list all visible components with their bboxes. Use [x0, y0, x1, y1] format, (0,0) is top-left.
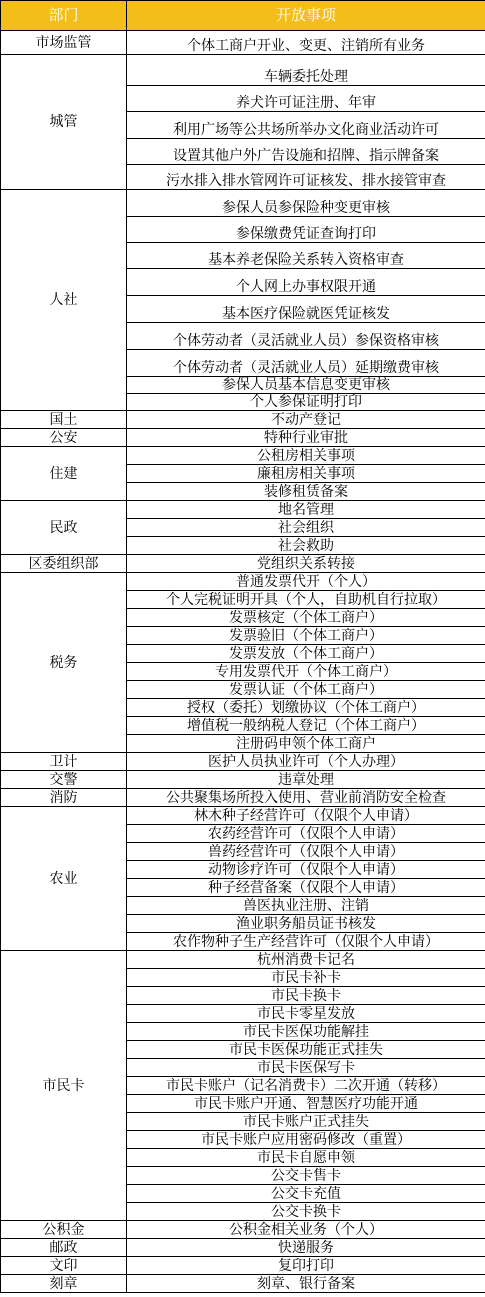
service-item-cell	[127, 933, 485, 951]
service-item-cell	[127, 296, 485, 323]
service-item-text: 市民卡医保功能正式挂失	[229, 1042, 383, 1058]
service-item-text: 发票核定（个体工商户）	[229, 610, 383, 626]
service-item-text: 设置其他户外广告设施和招牌、指示牌备案	[173, 148, 439, 164]
service-item-cell	[127, 807, 485, 825]
service-item-text: 市民卡零星发放	[257, 1006, 355, 1022]
service-item-text: 市民卡账户正式挂失	[243, 1114, 369, 1130]
service-item-cell	[127, 1023, 485, 1041]
table-row	[1, 1257, 485, 1275]
service-item-text: 个人完税证明开具（个人，自助机自行拉取）	[166, 592, 446, 608]
service-item-cell	[127, 915, 485, 933]
table-row	[1, 789, 485, 807]
table-row	[1, 951, 485, 969]
service-item-cell	[127, 350, 485, 377]
service-item-text: 普通发票代开（个人）	[236, 574, 376, 590]
service-item-cell	[127, 465, 485, 483]
service-item-text: 社会救助	[278, 538, 334, 554]
table-row	[1, 31, 485, 55]
service-item-cell	[127, 627, 485, 645]
table-row	[1, 429, 485, 447]
service-item-text: 公交卡换卡	[271, 1204, 341, 1220]
service-item-text: 市民卡换卡	[271, 988, 341, 1004]
service-item-text: 装修租赁备案	[264, 484, 348, 500]
service-item-cell	[127, 429, 485, 447]
service-item-cell	[127, 1185, 485, 1203]
service-item-text: 地名管理	[278, 502, 334, 518]
service-item-text: 农作物种子生产经营许可（仅限个人申请）	[173, 934, 439, 950]
service-item-text: 医护人员执业许可（个人办理）	[208, 754, 404, 770]
service-item-cell	[127, 537, 485, 555]
service-item-cell	[127, 323, 485, 350]
department-cell: 民政	[1, 501, 127, 555]
department-cell: 卫计	[1, 753, 127, 771]
service-item-cell	[127, 1221, 485, 1239]
service-item-cell	[127, 573, 485, 591]
department-cell: 交警	[1, 771, 127, 789]
service-item-text: 污水排入排水管网许可证核发、排水接管审查	[166, 173, 446, 189]
service-item-cell	[127, 1041, 485, 1059]
service-item-cell	[127, 112, 485, 139]
department-cell: 邮政	[1, 1239, 127, 1257]
service-item-text: 个体劳动者（灵活就业人员）参保资格审核	[173, 333, 439, 349]
service-item-text: 个体劳动者（灵活就业人员）延期缴费审核	[173, 360, 439, 376]
service-item-cell	[127, 519, 485, 537]
service-item-text: 农药经营许可（仅限个人申请）	[208, 826, 404, 842]
service-item-text: 种子经营备案（仅限个人申请）	[208, 880, 404, 896]
service-item-cell	[127, 591, 485, 609]
department-cell: 区委组织部	[1, 555, 127, 573]
service-item-cell	[127, 681, 485, 699]
service-item-text: 刻章、银行备案	[257, 1276, 355, 1292]
department-cell: 住建	[1, 447, 127, 501]
service-item-text: 参保人员参保险种变更审核	[222, 200, 390, 216]
service-item-text: 市民卡补卡	[271, 970, 341, 986]
department-cell: 刻章	[1, 1275, 127, 1293]
service-item-text: 复印打印	[278, 1258, 334, 1274]
service-item-cell	[127, 645, 485, 663]
service-item-text: 授权（委托）划缴协议（个体工商户）	[187, 700, 425, 716]
service-item-text: 林木种子经营许可（仅限个人申请）	[194, 808, 418, 824]
table-row	[1, 1239, 485, 1257]
service-item-cell	[127, 501, 485, 519]
department-cell: 市场监管	[1, 31, 127, 55]
table-row	[1, 807, 485, 825]
service-item-cell	[127, 377, 485, 394]
service-item-text: 兽医执业注册、注销	[243, 898, 369, 914]
service-item-cell	[127, 879, 485, 897]
service-item-text: 注册码申领个体工商户	[236, 736, 376, 752]
service-item-cell	[127, 753, 485, 771]
service-item-cell	[127, 843, 485, 861]
department-cell: 税务	[1, 573, 127, 753]
service-item-cell	[127, 861, 485, 879]
service-item-cell	[127, 1059, 485, 1077]
service-item-cell	[127, 771, 485, 789]
service-item-text: 公交卡充值	[271, 1186, 341, 1202]
service-item-text: 公积金相关业务（个人）	[229, 1222, 383, 1238]
service-item-cell	[127, 31, 485, 55]
service-item-text: 个人网上办事权限开通	[236, 279, 376, 295]
service-item-text: 发票验旧（个体工商户）	[229, 628, 383, 644]
service-item-cell	[127, 1275, 485, 1293]
service-item-cell	[127, 1149, 485, 1167]
service-item-text: 养犬许可证注册、年审	[236, 95, 376, 111]
service-item-cell	[127, 1005, 485, 1023]
service-item-cell	[127, 1239, 485, 1257]
table-row	[1, 555, 485, 573]
service-item-text: 市民卡医保功能解挂	[243, 1024, 369, 1040]
table-row	[1, 411, 485, 429]
service-item-text: 动物诊疗许可（仅限个人申请）	[208, 862, 404, 878]
service-item-cell	[127, 55, 485, 86]
service-item-cell	[127, 789, 485, 807]
service-item-text: 兽药经营许可（仅限个人申请）	[208, 844, 404, 860]
service-item-cell	[127, 825, 485, 843]
service-item-text: 市民卡账户应用密码修改（重置）	[201, 1132, 411, 1148]
table-row	[1, 1221, 485, 1239]
service-item-cell	[127, 394, 485, 411]
service-item-cell	[127, 717, 485, 735]
table-body	[1, 31, 485, 1293]
service-item-text: 特种行业审批	[264, 430, 348, 446]
department-cell: 人社	[1, 190, 127, 411]
service-item-cell	[127, 897, 485, 915]
service-item-cell	[127, 411, 485, 429]
table-row	[1, 1275, 485, 1293]
service-item-text: 市民卡自愿申领	[257, 1150, 355, 1166]
service-item-cell	[127, 1077, 485, 1095]
service-item-text: 快递服务	[278, 1240, 334, 1256]
service-item-text: 市民卡医保写卡	[257, 1060, 355, 1076]
service-item-cell	[127, 86, 485, 112]
service-item-text: 参保人员基本信息变更审核	[222, 377, 390, 393]
header-dept: 部门	[1, 1, 127, 31]
service-item-text: 公共聚集场所投入使用、营业前消防安全检查	[166, 790, 446, 806]
service-item-text: 参保缴费凭证查询打印	[236, 226, 376, 242]
service-item-text: 市民卡账户（记名消费卡）二次开通（转移）	[166, 1078, 446, 1094]
service-item-cell	[127, 969, 485, 987]
service-item-cell	[127, 1131, 485, 1149]
service-item-text: 增值税一般纳税人登记（个体工商户）	[187, 718, 425, 734]
service-item-text: 基本医疗保险就医凭证核发	[222, 306, 390, 322]
service-item-text: 个体工商户开业、变更、注销所有业务	[187, 38, 425, 54]
service-item-cell	[127, 1257, 485, 1275]
service-item-text: 社会组织	[278, 520, 334, 536]
service-item-text: 基本养老保险关系转入资格审查	[208, 252, 404, 268]
header-row	[1, 1, 485, 31]
service-item-cell	[127, 139, 485, 165]
department-cell: 市民卡	[1, 951, 127, 1221]
service-item-cell	[127, 609, 485, 627]
service-item-cell	[127, 699, 485, 717]
service-item-text: 车辆委托处理	[264, 69, 348, 85]
service-item-cell	[127, 447, 485, 465]
service-item-text: 市民卡账户开通、智慧医疗功能开通	[194, 1096, 418, 1112]
service-item-text: 廉租房相关事项	[257, 466, 355, 482]
service-item-cell	[127, 1203, 485, 1221]
table-row	[1, 447, 485, 465]
service-item-text: 渔业职务船员证书核发	[236, 916, 376, 932]
service-item-text: 杭州消费卡记名	[257, 952, 355, 968]
department-cell: 公安	[1, 429, 127, 447]
service-item-text: 个人参保证明打印	[250, 394, 362, 410]
service-item-cell	[127, 555, 485, 573]
service-item-text: 公租房相关事项	[257, 448, 355, 464]
table-row	[1, 771, 485, 789]
table-row	[1, 501, 485, 519]
table-row	[1, 753, 485, 771]
service-item-text: 发票认证（个体工商户）	[229, 682, 383, 698]
department-cell: 国土	[1, 411, 127, 429]
table-row	[1, 55, 485, 86]
service-item-text: 党组织关系转接	[257, 556, 355, 572]
table-row	[1, 190, 485, 217]
department-cell: 文印	[1, 1257, 127, 1275]
table-row	[1, 573, 485, 591]
department-cell: 消防	[1, 789, 127, 807]
service-item-cell	[127, 483, 485, 501]
service-item-cell	[127, 217, 485, 243]
department-cell: 农业	[1, 807, 127, 951]
service-item-cell	[127, 951, 485, 969]
service-item-cell	[127, 987, 485, 1005]
service-item-text: 专用发票代开（个体工商户）	[215, 664, 397, 680]
service-item-cell	[127, 190, 485, 217]
service-item-cell	[127, 735, 485, 753]
service-item-cell	[127, 1167, 485, 1185]
service-item-cell	[127, 663, 485, 681]
department-cell: 公积金	[1, 1221, 127, 1239]
service-item-text: 发票发放（个体工商户）	[229, 646, 383, 662]
service-item-text: 违章处理	[278, 772, 334, 788]
service-item-cell	[127, 1095, 485, 1113]
service-item-cell	[127, 1113, 485, 1131]
department-cell: 城管	[1, 55, 127, 190]
service-item-cell	[127, 165, 485, 190]
service-item-cell	[127, 243, 485, 269]
service-item-text: 不动产登记	[271, 412, 341, 428]
header-items: 开放事项	[127, 1, 485, 31]
service-item-text: 利用广场等公共场所举办文化商业活动许可	[173, 122, 439, 138]
service-item-text: 公交卡售卡	[271, 1168, 341, 1184]
service-item-cell	[127, 269, 485, 296]
